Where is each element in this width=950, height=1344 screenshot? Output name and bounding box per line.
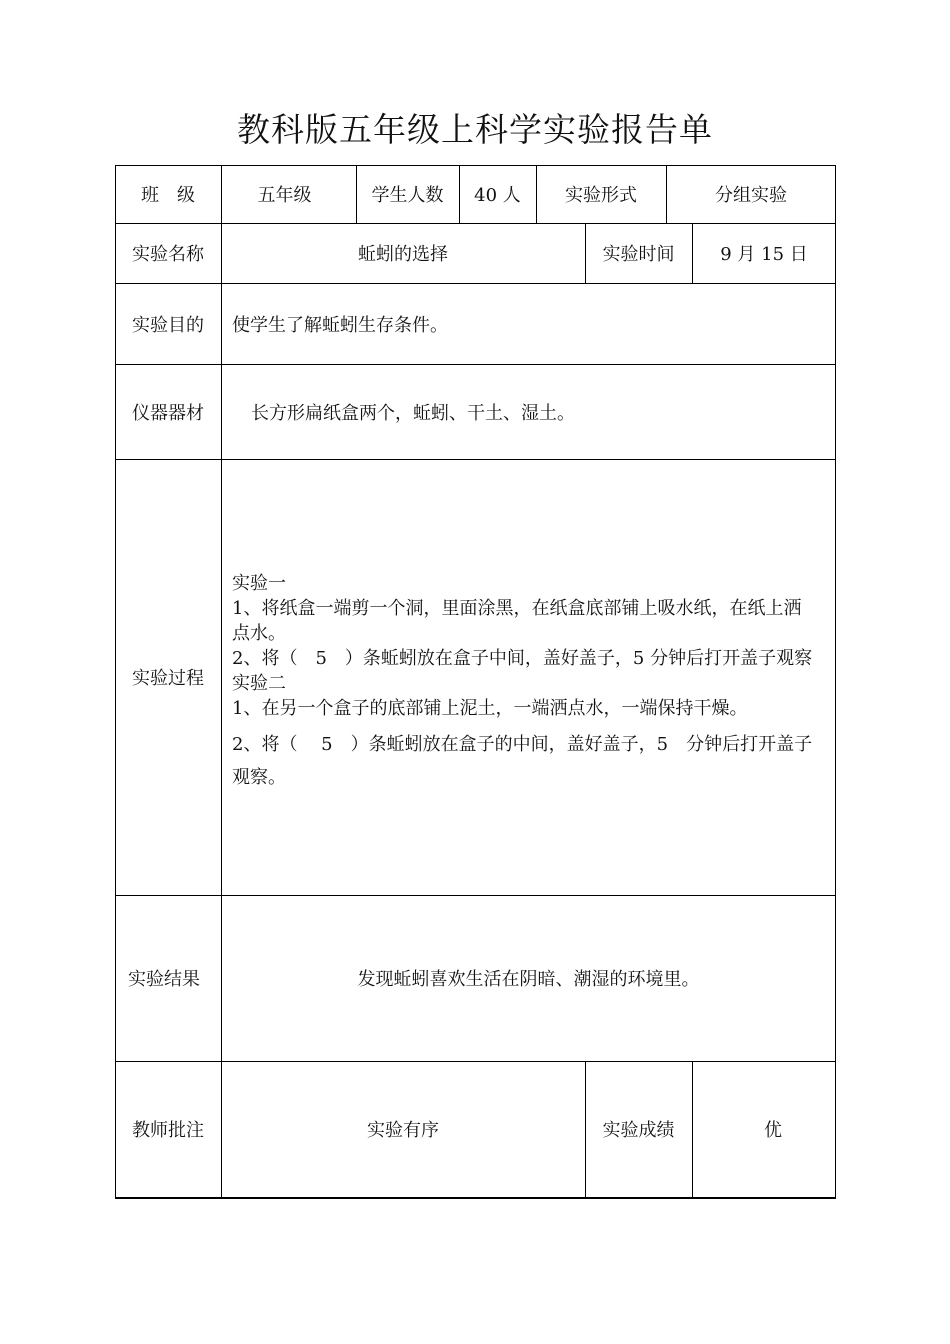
exp2-step2: 2、将（ 5 ）条蚯蚓放在盒子的中间，盖好盖子，5 分钟后打开盖子 [232, 734, 813, 755]
students-value: 40 人 [474, 185, 521, 206]
teacher-comment: 实验有序 [367, 1120, 439, 1141]
score-label: 实验成绩 [602, 1120, 675, 1141]
purpose-label: 实验目的 [132, 314, 204, 336]
page-title: 教科版五年级上科学实验报告单 [237, 110, 713, 149]
exp2-step2-cont: 观察。 [232, 767, 286, 788]
exp2-title: 实验二 [232, 673, 286, 694]
result-value: 发现蚯蚓喜欢生活在阴暗、潮湿的环境里。 [357, 969, 700, 990]
score-value: 优 [764, 1120, 782, 1141]
result-label: 实验结果 [128, 969, 200, 990]
teacher-label: 教师批注 [132, 1120, 204, 1141]
exp2-step1: 1、在另一个盒子的底部铺上泥土，一端洒点水，一端保持干燥。 [232, 698, 748, 719]
name-label: 实验名称 [132, 244, 204, 265]
process-content [232, 571, 828, 794]
purpose-value: 使学生了解蚯蚓生存条件。 [232, 314, 448, 336]
class-value: 五年级 [257, 185, 312, 206]
form-value: 分组实验 [715, 185, 787, 206]
row-divider [115, 1197, 836, 1199]
students-label: 学生人数 [371, 185, 444, 206]
process-label: 实验过程 [132, 668, 204, 689]
report-table [115, 165, 836, 1199]
time-label: 实验时间 [602, 244, 675, 265]
equipment-label: 仪器器材 [132, 402, 204, 424]
exp1-step1: 1、将纸盒一端剪一个洞，里面涂黑，在纸盒底部铺上吸水纸，在纸上洒 [232, 598, 802, 619]
exp1-step1-cont: 点水。 [232, 623, 286, 644]
form-label: 实验形式 [565, 185, 637, 206]
row-divider [115, 459, 836, 460]
exp1-step2: 2、将（ 5 ）条蚯蚓放在盒子中间，盖好盖子，5 分钟后打开盖子观察 [232, 648, 813, 669]
class-label: 班 级 [141, 185, 195, 206]
exp1-title: 实验一 [232, 573, 286, 594]
name-value: 蚯蚓的选择 [358, 244, 448, 265]
time-value: 9 月 15 日 [720, 244, 808, 265]
equipment-value: 长方形扁纸盒两个，蚯蚓、干土、湿土。 [251, 402, 575, 424]
